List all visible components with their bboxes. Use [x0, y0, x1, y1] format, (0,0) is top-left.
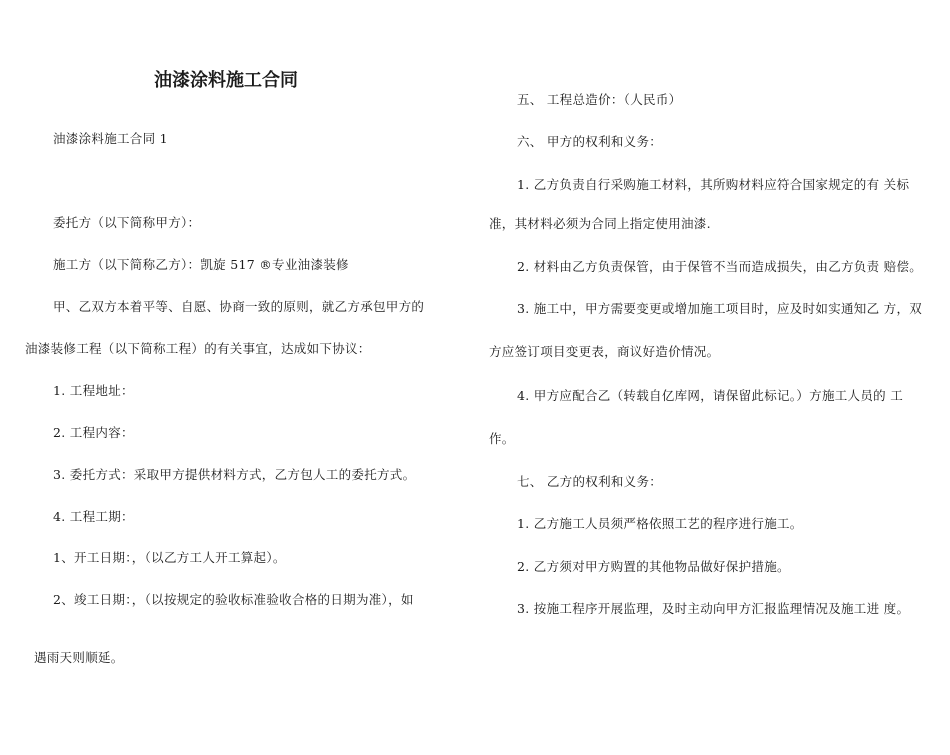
clause-line: 3. 施工中，甲方需要变更或增加施工项目时，应及时如实通知乙 方，双 — [517, 301, 923, 316]
clause-line: 1、开工日期：，（以乙方工人开工算起）。 — [53, 550, 286, 565]
clause-line: 1. 工程地址： — [53, 383, 134, 398]
document-title: 油漆涂料施工合同 — [154, 70, 298, 91]
clause-line: 2. 材料由乙方负责保管，由于保管不当而造成损失，由乙方负责 赔偿。 — [517, 259, 923, 274]
client-line: 委托方（以下简称甲方）： — [53, 215, 201, 230]
clause-line: 1. 乙方施工人员须严格依照工艺的程序进行施工。 — [517, 516, 803, 531]
clause-line: 3. 委托方式：采取甲方提供材料方式，乙方包人工的委托方式。 — [53, 467, 416, 482]
clause-line: 作。 — [489, 431, 515, 446]
clause-line: 4. 甲方应配合乙（转载自亿库网，请保留此标记。）方施工人员的 工 — [517, 388, 904, 403]
section-heading: 七、 乙方的权利和义务： — [517, 474, 663, 489]
clause-line: 1. 乙方负责自行采购施工材料，其所购材料应符合国家规定的有 关标 — [517, 177, 910, 192]
contractor-line: 施工方（以下简称乙方）：凯旋 517 ®专业油漆装修 — [53, 257, 349, 272]
preamble-line: 油漆装修工程（以下简称工程）的有关事宜，达成如下协议： — [25, 341, 371, 356]
section-heading: 五、 工程总造价：（人民币） — [517, 92, 682, 107]
clause-line: 3. 按施工程序开展监理，及时主动向甲方汇报监理情况及施工进 度。 — [517, 601, 910, 616]
clause-line: 2. 乙方须对甲方购置的其他物品做好保护措施。 — [517, 559, 790, 574]
clause-line: 4. 工程工期： — [53, 509, 134, 524]
clause-line: 2、竣工日期：，（以按规定的验收标准验收合格的日期为准），如 — [53, 592, 414, 607]
clause-line: 2. 工程内容： — [53, 425, 134, 440]
clause-line: 遇雨天则顺延。 — [34, 650, 124, 665]
clause-line: 准，其材料必须为合同上指定使用油漆. — [489, 216, 711, 231]
section-heading: 六、 甲方的权利和义务： — [517, 134, 663, 149]
subtitle-line: 油漆涂料施工合同 1 — [53, 131, 168, 146]
preamble-line: 甲、乙双方本着平等、自愿、协商一致的原则，就乙方承包甲方的 — [53, 299, 425, 314]
clause-line: 方应签订项目变更表，商议好造价情况。 — [489, 344, 720, 359]
